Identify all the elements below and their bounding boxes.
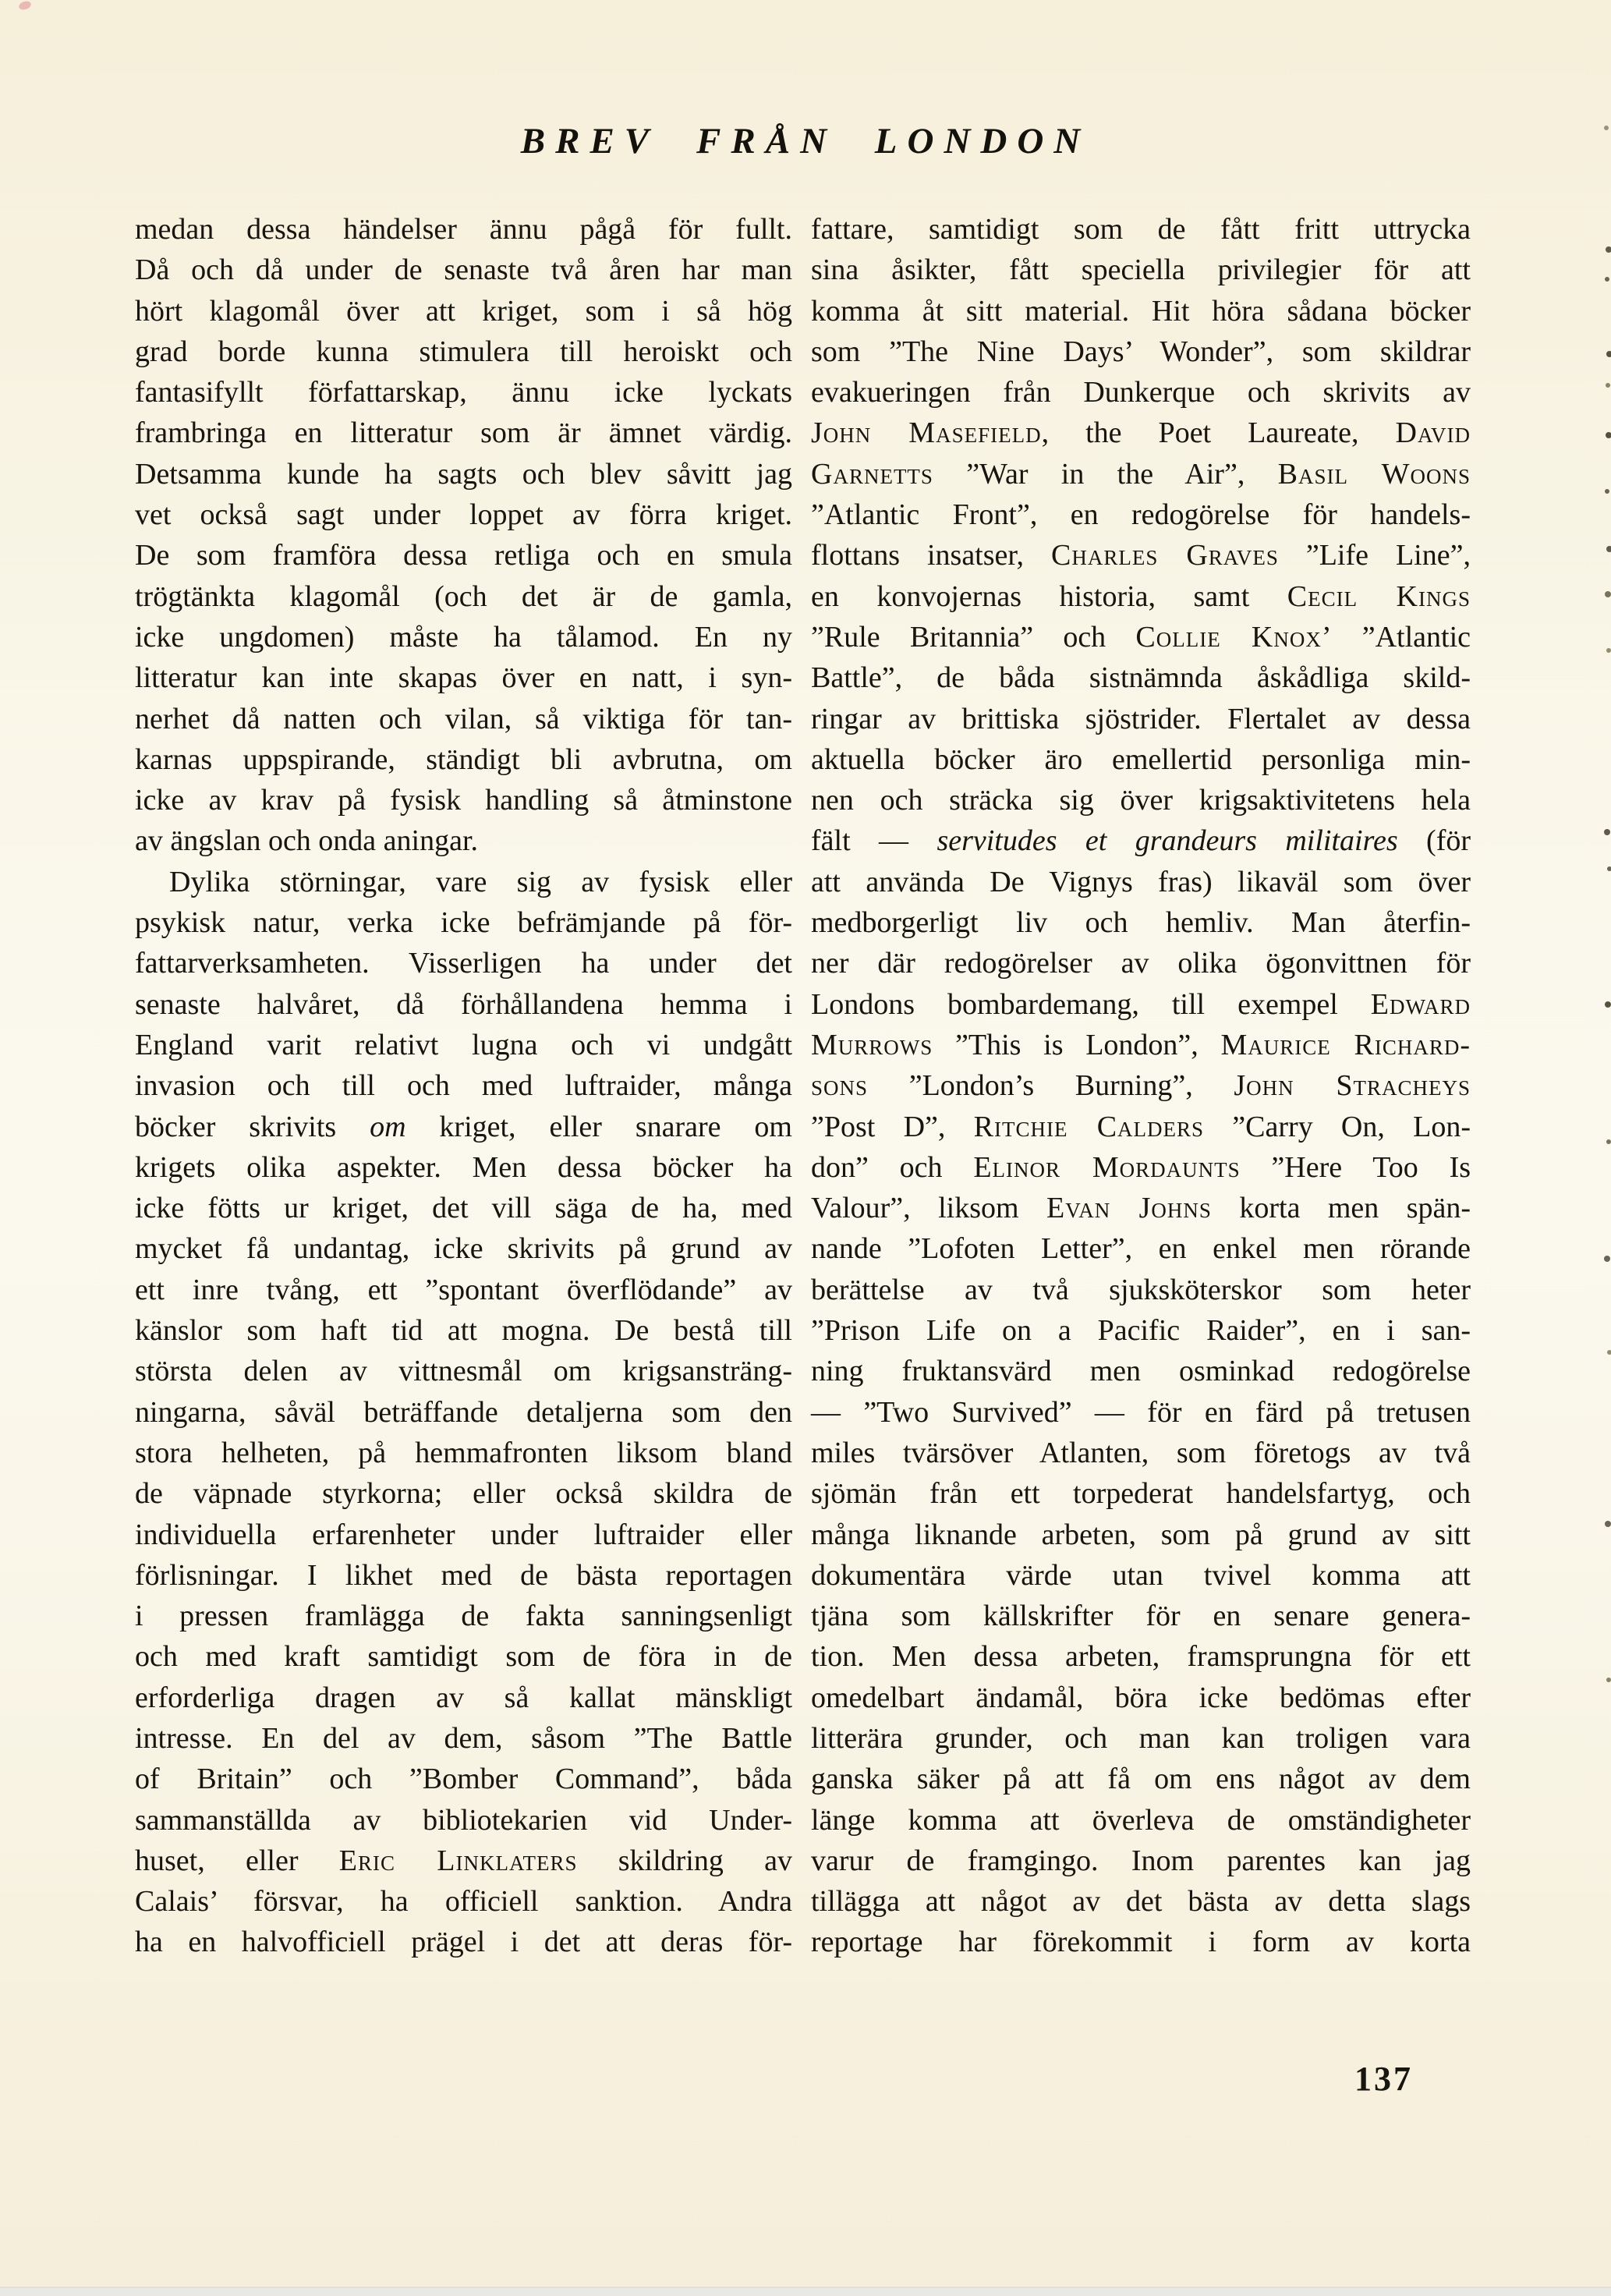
text-line: varur de framgingo. Inom parentes kan jag — [811, 1844, 1471, 1877]
text-column-right — [811, 209, 1471, 1963]
text-line: ett inre tvång, ett ”spontant överflödande” av — [135, 1273, 792, 1306]
text-line: största delen av vittnesmål om krigsansträng- — [135, 1355, 792, 1388]
text-line: medborgerligt liv och hemliv. Man återfin- — [811, 906, 1471, 940]
text-line: tjäna som källskrifter för en senare genera- — [811, 1600, 1471, 1633]
text-line: fattarverksamheten. Visserligen ha under det — [135, 947, 792, 980]
text-line: Dylika störningar, vare sig av fysisk eller — [169, 865, 792, 898]
text-line: ”Rule Britannia” och Collie Knox’ ”Atlantic — [811, 620, 1471, 654]
text-line: sjömän från ett torpederat handelsfartyg, och — [811, 1477, 1471, 1511]
text-line: icke ungdomen) måste ha tålamod. En ny — [135, 620, 792, 654]
text-line: huset, eller Eric Linklaters skildring av — [135, 1844, 792, 1877]
text-line: som ”The Nine Days’ Wonder”, som skildrar — [811, 335, 1471, 368]
text-line: att använda De Vignys fras) likaväl som över — [811, 865, 1471, 898]
text-line: icke av krav på fysisk handling så åtminstone — [135, 784, 792, 817]
text-line: Calais’ försvar, ha officiell sanktion. Andra — [135, 1885, 792, 1919]
text-line: i pressen framlägga de fakta sanningsenligt — [135, 1600, 792, 1633]
text-line: psykisk natur, verka icke befrämjande på för- — [135, 906, 792, 940]
text-line: hört klagomål över att kriget, som i så hög — [135, 294, 792, 328]
paper-speck — [18, 0, 32, 11]
text-line: Garnetts ”War in the Air”, Basil Woons — [811, 457, 1471, 491]
text-line: Murrows ”This is London”, Maurice Richard- — [811, 1028, 1471, 1061]
text-line: fält — servitudes et grandeurs militaires (för — [811, 824, 1471, 858]
text-line: aktuella böcker äro emellertid personliga min- — [811, 742, 1471, 776]
text-line: ner där redogörelser av olika ögonvittnen för — [811, 947, 1471, 980]
text-line: medan dessa händelser ännu pågå för fullt. — [135, 213, 792, 246]
text-line: evakueringen från Dunkerque och skrivits av — [811, 376, 1471, 409]
text-line: ”Post D”, Ritchie Calders ”Carry On, Lon- — [811, 1110, 1471, 1143]
text-line: sons ”London’s Burning”, John Stracheys — [811, 1069, 1471, 1103]
text-line: flottans insatser, Charles Graves ”Life Line”, — [811, 539, 1471, 572]
text-line: Londons bombardemang, till exempel Edward — [811, 987, 1471, 1021]
page-title: BREV FRÅN LONDON — [520, 121, 1091, 161]
text-line: nerhet då natten och vilan, så viktiga för tan- — [135, 702, 792, 735]
text-line: och med kraft samtidigt som de föra in de — [135, 1640, 792, 1674]
text-line: John Masefield, the Poet Laureate, David — [811, 416, 1471, 450]
text-line: länge komma att överleva de omständigheter — [811, 1803, 1471, 1837]
text-line: krigets olika aspekter. Men dessa böcker ha — [135, 1150, 792, 1184]
text-line: ”Atlantic Front”, en redogörelse för handels- — [811, 498, 1471, 532]
text-line: många liknande arbeten, som på grund av sitt — [811, 1518, 1471, 1551]
text-line: stora helheten, på hemmafronten liksom bland — [135, 1436, 792, 1469]
text-line: litteratur kan inte skapas över en natt, i syn- — [135, 661, 792, 695]
text-line: England varit relativt lugna och vi undgått — [135, 1028, 792, 1061]
text-line: Detsamma kunde ha sagts och blev såvitt jag — [135, 457, 792, 491]
text-line: tion. Men dessa arbeten, framsprungna för ett — [811, 1640, 1471, 1674]
text-line: erforderliga dragen av så kallat mänskligt — [135, 1681, 792, 1714]
text-line: senaste halvåret, då förhållandena hemma i — [135, 987, 792, 1021]
text-line: fattare, samtidigt som de fått fritt uttrycka — [811, 213, 1471, 246]
text-line: litterära grunder, och man kan troligen vara — [811, 1721, 1471, 1755]
text-line: De som framföra dessa retliga och en smula — [135, 539, 792, 572]
text-line: mycket få undantag, icke skrivits på grund av — [135, 1232, 792, 1266]
text-line: känslor som haft tid att mogna. De bestå till — [135, 1314, 792, 1348]
page-edge-specks — [1602, 0, 1606, 3]
text-line: fantasifyllt författarskap, ännu icke lyckats — [135, 376, 792, 409]
text-line: ganska säker på att få om ens något av dem — [811, 1763, 1471, 1796]
text-line: förlisningar. I likhet med de bästa reportagen — [135, 1558, 792, 1592]
text-line: icke fötts ur kriget, det vill säga de ha, med — [135, 1192, 792, 1225]
text-line: ning fruktansvärd men osminkad redogörelse — [811, 1355, 1471, 1388]
text-line: böcker skrivits om kriget, eller snarare om — [135, 1110, 792, 1143]
text-line: en konvojernas historia, samt Cecil Kings — [811, 579, 1471, 613]
text-line: de väpnade styrkorna; eller också skildra de — [135, 1477, 792, 1511]
text-line: Valour”, liksom Evan Johns korta men spän- — [811, 1192, 1471, 1225]
page-number: 137 — [1354, 2060, 1413, 2098]
text-line: Battle”, de båda sistnämnda åskådliga skild- — [811, 661, 1471, 695]
text-line: ningarna, såväl beträffande detaljerna som den — [135, 1395, 792, 1429]
text-line: berättelse av två sjuksköterskor som heter — [811, 1273, 1471, 1306]
text-line: karnas uppspirande, ständigt bli avbrutna, om — [135, 742, 792, 776]
text-line: nande ”Lofoten Letter”, en enkel men rörande — [811, 1232, 1471, 1266]
text-line: Då och då under de senaste två åren har man — [135, 253, 792, 287]
text-line: reportage har förekommit i form av korta — [811, 1926, 1471, 1959]
text-line: — ”Two Survived” — för en färd på tretusen — [811, 1395, 1471, 1429]
text-line: komma åt sitt material. Hit höra sådana böcker — [811, 294, 1471, 328]
text-line: nen och sträcka sig över krigsaktivitetens hela — [811, 784, 1471, 817]
text-column-left — [135, 209, 792, 1963]
text-line: miles tvärsöver Atlanten, som företogs av två — [811, 1436, 1471, 1469]
text-line: av ängslan och onda aningar. — [135, 824, 479, 858]
text-line: don” och Elinor Mordaunts ”Here Too Is — [811, 1150, 1471, 1184]
text-line: sina åsikter, fått speciella privilegier för att — [811, 253, 1471, 287]
text-line: trögtänkta klagomål (och det är de gamla, — [135, 579, 792, 613]
text-line: of Britain” och ”Bomber Command”, båda — [135, 1763, 792, 1796]
text-line: dokumentära värde utan tvivel komma att — [811, 1558, 1471, 1592]
text-line: invasion och till och med luftraider, många — [135, 1069, 792, 1103]
text-line: grad borde kunna stimulera till heroiskt och — [135, 335, 792, 368]
text-line: ringar av brittiska sjöstrider. Flertalet av dessa — [811, 702, 1471, 735]
text-line: vet också sagt under loppet av förra kriget. — [135, 498, 792, 532]
text-line: ha en halvofficiell prägel i det att deras för- — [135, 1926, 792, 1959]
text-line: ”Prison Life on a Pacific Raider”, en i san- — [811, 1314, 1471, 1348]
text-line: tillägga att något av det bästa av detta slags — [811, 1885, 1471, 1919]
text-line: sammanställda av bibliotekarien vid Under- — [135, 1803, 792, 1837]
text-line: frambringa en litteratur som är ämnet värdig. — [135, 416, 792, 450]
text-line: omedelbart ändamål, böra icke bedömas efter — [811, 1681, 1471, 1714]
scan-bottom-edge — [0, 2287, 1611, 2296]
text-line: intresse. En del av dem, såsom ”The Battle — [135, 1721, 792, 1755]
text-line: individuella erfarenheter under luftraider eller — [135, 1518, 792, 1551]
